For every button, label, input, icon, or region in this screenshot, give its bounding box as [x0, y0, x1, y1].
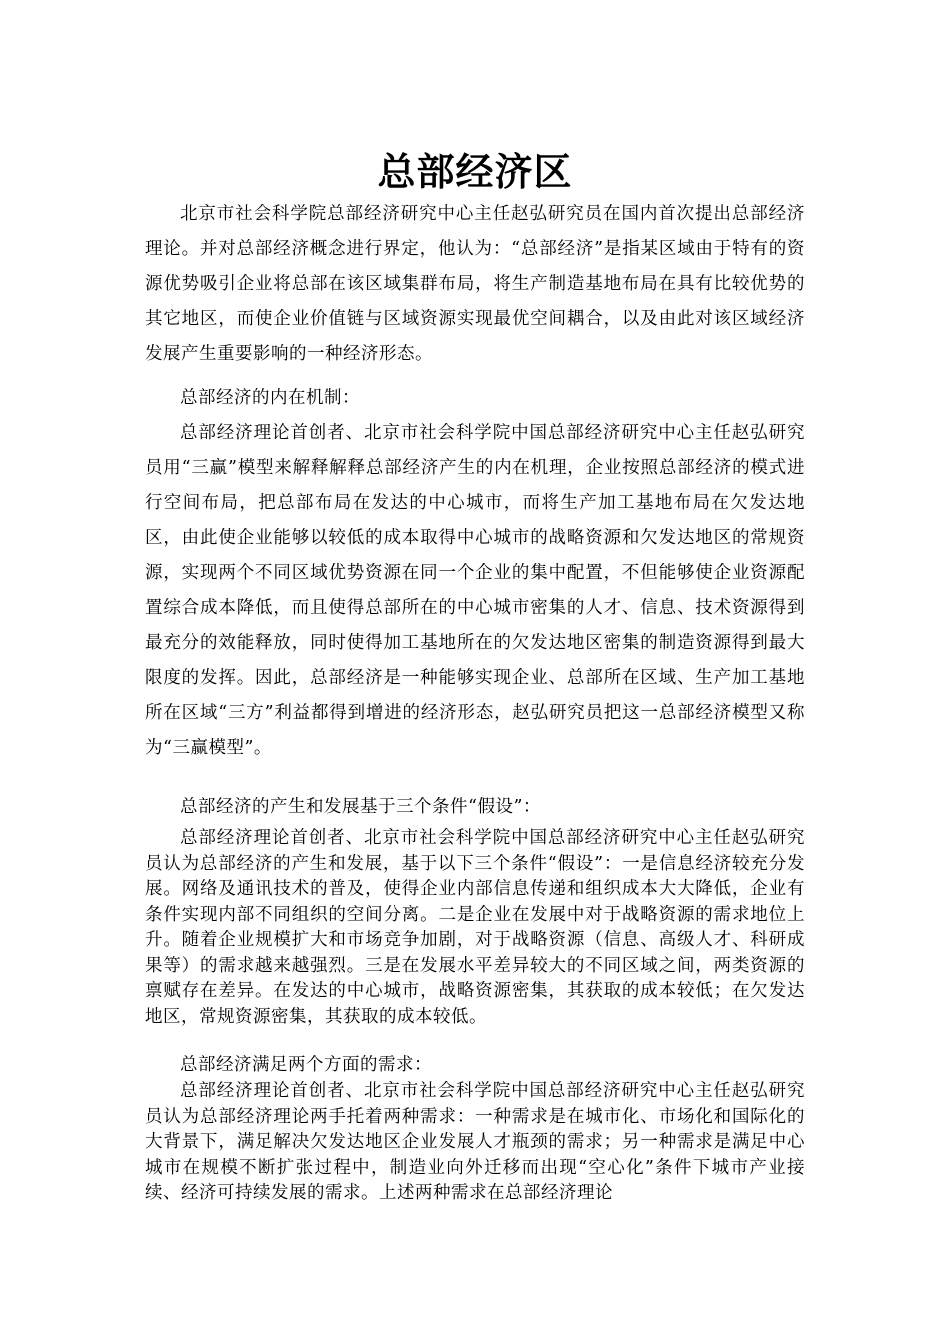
paragraph-three-conditions: 总部经济理论首创者、北京市社会科学院中国总部经济研究中心主任赵弘研究员认为总部经济的产生和发展，基于以下三个条件“假设”：一是信息经济较充分发展。网络及通讯技术的普及，使得企业内部信息传递和组织成本大大降低，企业有条件实现内部不同组织的空间分离。二是企业在发展中对于战略资源的需求地位上升。随着企业规模扩大和市场竞争加剧，对于战略资源（信息、高级人才、科研成果等）的需求越来越强烈。三是在发展水平差异较大的不同区域之间，两类资源的禀赋存在差异。在发达的中心城市，战略资源密集，其获取的成本较低；在欠发达地区，常规资源密集，其获取的成本较低。 [145, 828, 805, 1027]
heading-three-conditions: 总部经济的产生和发展基于三个条件“假设”： [180, 797, 541, 817]
document-title: 总部经济区 [377, 150, 573, 194]
paragraph-three-win-model: 总部经济理论首创者、北京市社会科学院中国总部经济研究中心主任赵弘研究员用“三赢”模型来解释解释总部经济产生的内在机理，企业按照总部经济的模式进行空间布局，把总部布局在发达的中心城市，而将生产加工基地布局在欠发达地区，由此使企业能够以较低的成本取得中心城市的战略资源和欠发达地区的常规资源，实现两个不同区域优势资源在同一个企业的集中配置，不但能够使企业资源配置综合成本降低，而且使得总部所在的中心城市密集的人才、信息、技术资源得到最充分的效能释放，同时使得加工基地所在的欠发达地区密集的制造资源得到最大限度的发挥。因此，总部经济是一种能够实现企业、总部所在区域、生产加工基地所在区域“三方”利益都得到增进的经济形态，赵弘研究员把这一总部经济模型又称为“三赢模型”。 [145, 423, 805, 758]
paragraph-two-needs: 总部经济理论首创者、北京市社会科学院中国总部经济研究中心主任赵弘研究员认为总部经济理论两手托着两种需求：一种需求是在城市化、市场化和国际化的大背景下，满足解决欠发达地区企业发展人才瓶颈的需求；另一种需求是满足中心城市在规模不断扩张过程中，制造业向外迁移而出现“空心化”条件下城市产业接续、经济可持续发展的需求。上述两种需求在总部经济理论 [145, 1081, 805, 1203]
heading-internal-mechanism: 总部经济的内在机制： [180, 388, 360, 408]
paragraph-definition: 北京市社会科学院总部经济研究中心主任赵弘研究员在国内首次提出总部经济理论。并对总部经济概念进行界定，他认为：“总部经济”是指某区域由于特有的资源优势吸引企业将总部在该区域集群布局，将生产制造基地布局在具有比较优势的其它地区，而使企业价值链与区域资源实现最优空间耦合，以及由此对该区域经济发展产生重要影响的一种经济形态。 [145, 204, 805, 364]
heading-two-needs: 总部经济满足两个方面的需求： [180, 1055, 432, 1075]
